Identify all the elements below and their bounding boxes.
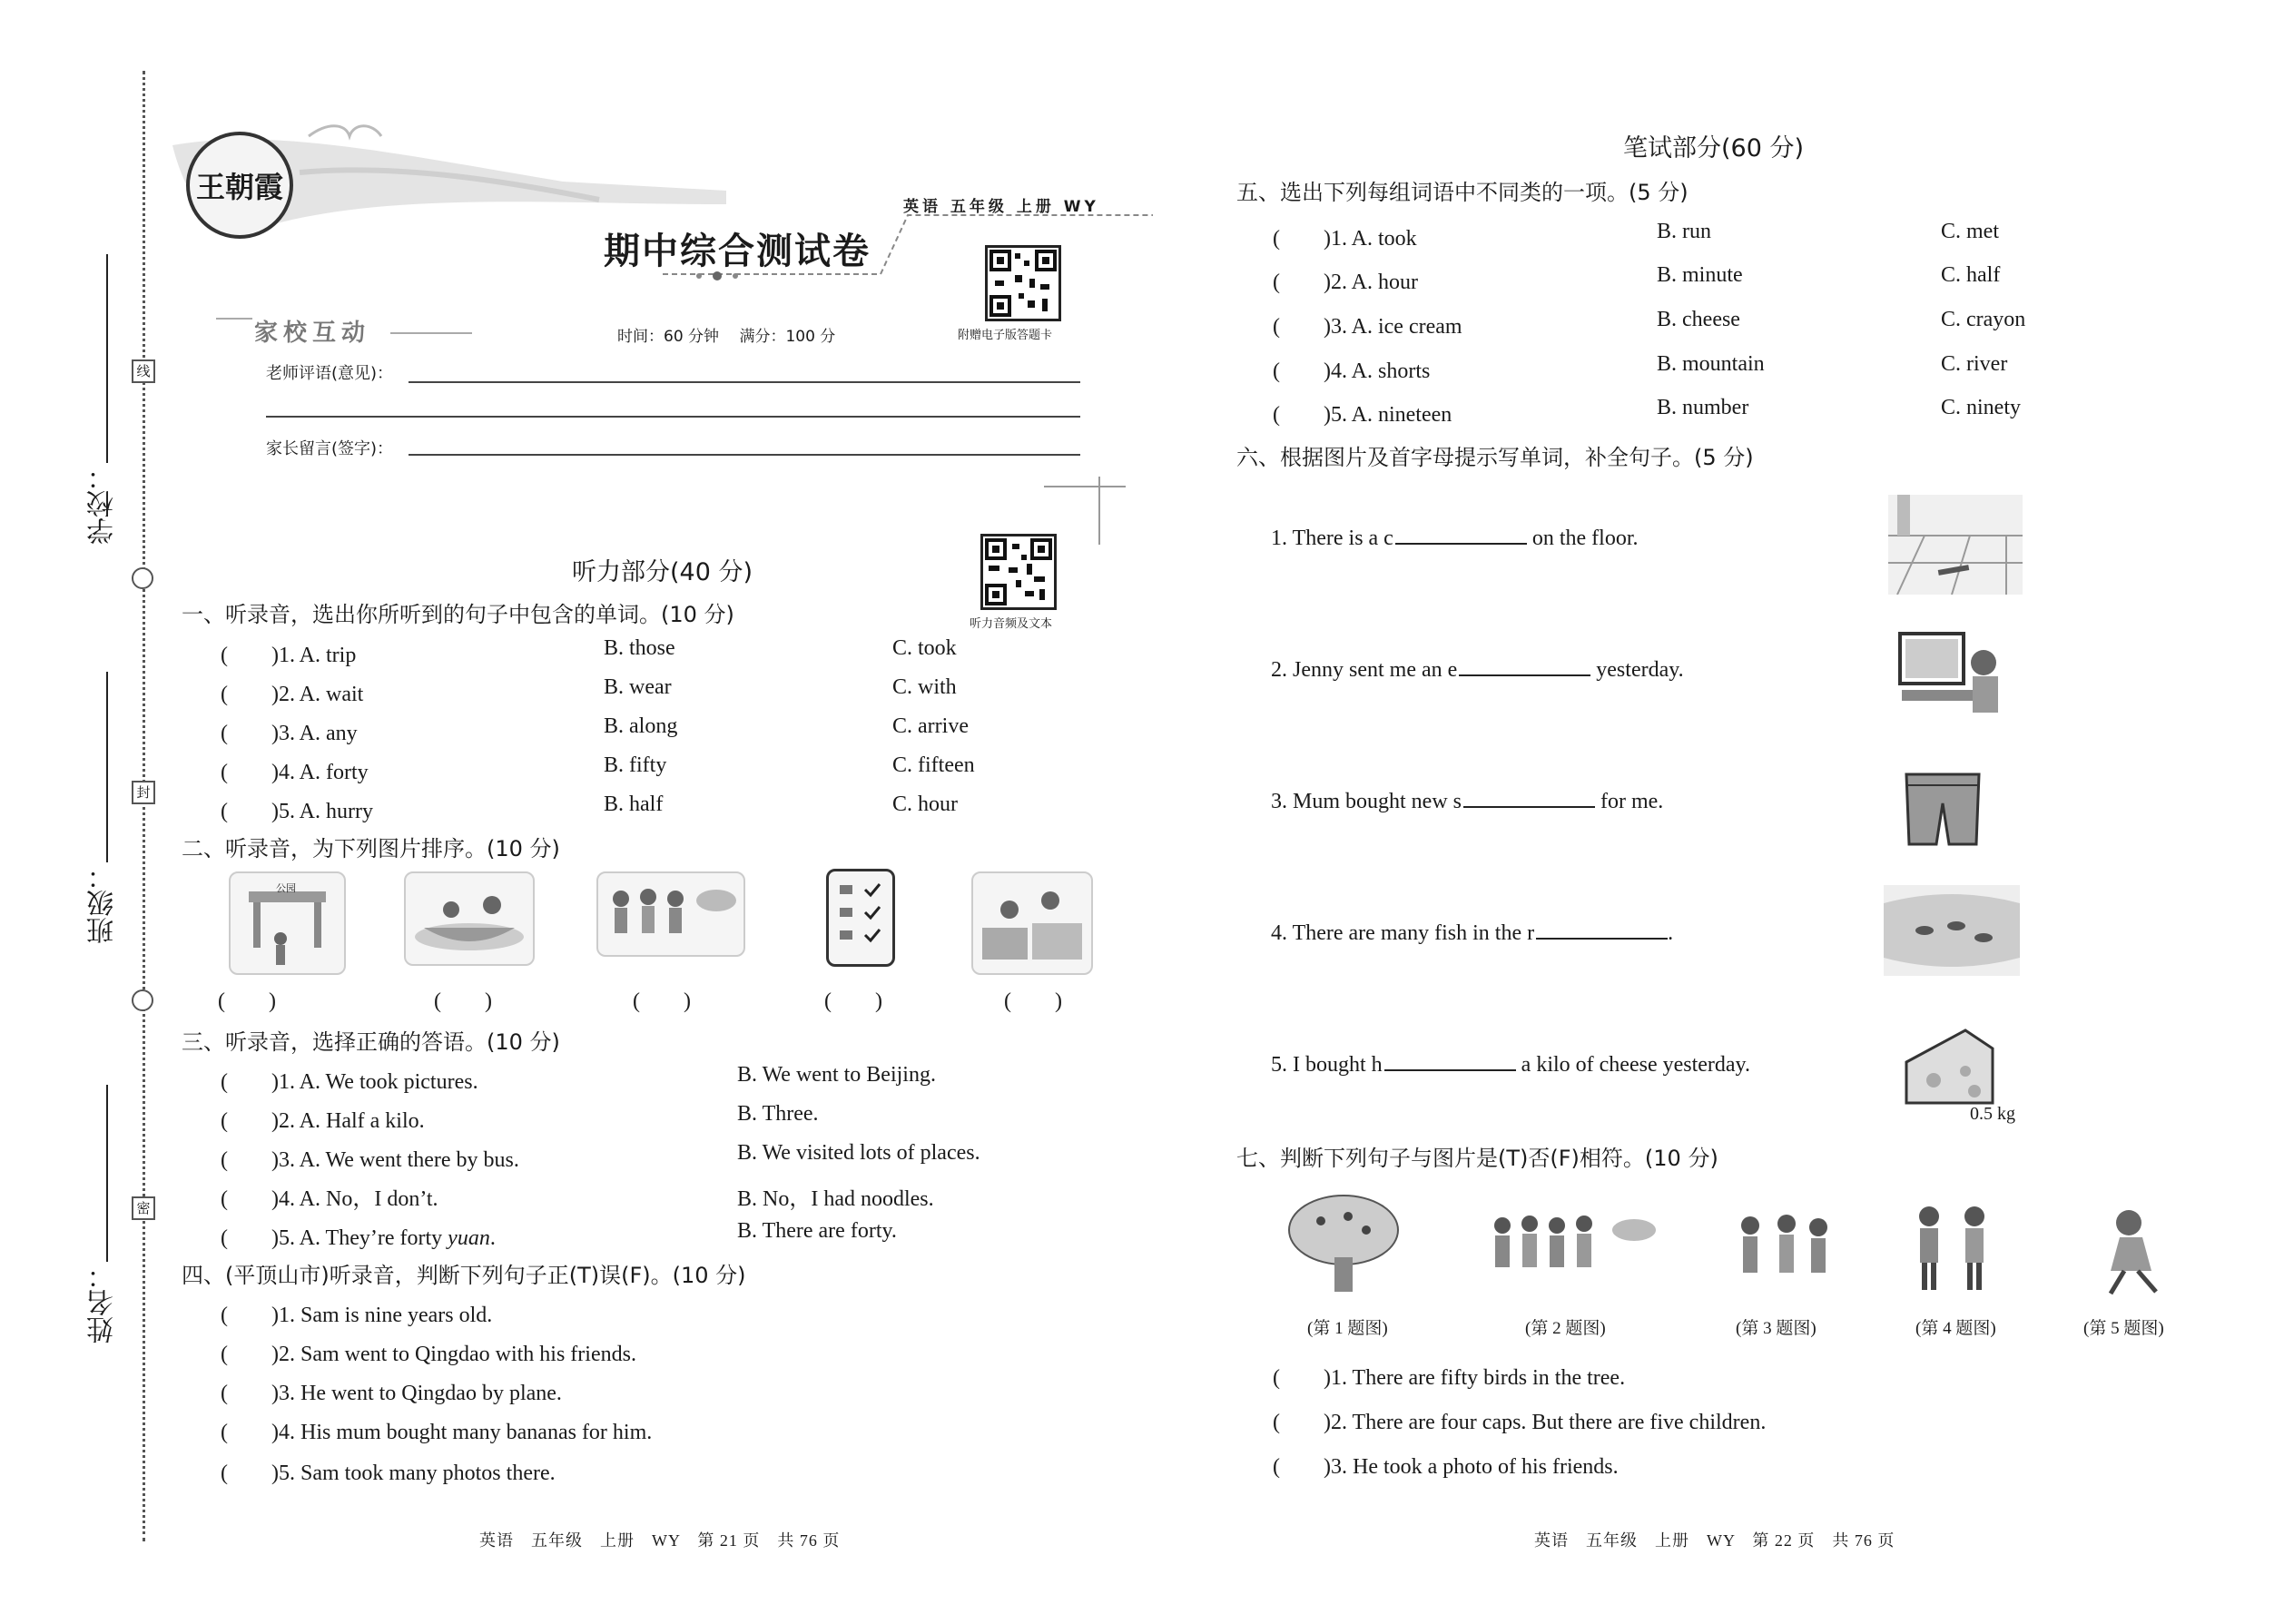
sentence-end: . xyxy=(1668,921,1674,945)
question-answer-field[interactable]: ( )5. A. nineteen xyxy=(1273,403,1452,427)
question-answer-field[interactable]: ( )1. A. trip xyxy=(221,644,357,667)
fill-blank-sentence-3 xyxy=(1271,790,1663,814)
school-blank[interactable] xyxy=(106,254,108,463)
answer-blank[interactable] xyxy=(1384,1068,1516,1071)
river-fish-picture xyxy=(1884,885,2020,976)
parent-comment-line[interactable] xyxy=(409,454,1080,456)
option-c: C. crayon xyxy=(1941,308,2026,331)
name-blank[interactable] xyxy=(106,1085,108,1262)
girl-playing-picture xyxy=(2088,1203,2174,1298)
teacher-comment-line-1[interactable] xyxy=(409,381,1080,383)
picture-classroom xyxy=(971,871,1093,975)
option-b: B. mountain xyxy=(1657,352,1765,376)
picture-order-field[interactable]: ( ) xyxy=(1004,989,1062,1013)
section-3-title: 三、听录音，选择正确的答语。(10 分) xyxy=(182,1029,560,1055)
shorts-picture xyxy=(1902,767,1984,853)
cheese-weight-label: 0.5 kg xyxy=(1970,1104,2015,1124)
option-b: B. half xyxy=(604,792,664,816)
question-answer-field[interactable]: ( )4. A. No，I don’t. xyxy=(221,1187,438,1211)
option-c: C. with xyxy=(892,675,957,699)
sentence-end: on the floor. xyxy=(1526,527,1639,550)
answer-blank[interactable] xyxy=(1463,805,1595,808)
binding-box-mi: 密 xyxy=(132,1196,155,1220)
listening-part-title: 听力部分(40 分) xyxy=(572,558,753,586)
option-b: B. fifty xyxy=(604,753,667,777)
question-answer-field[interactable]: ( )2. A. Half a kilo. xyxy=(221,1109,425,1133)
checklist-illustration xyxy=(829,871,892,964)
divider xyxy=(390,332,472,334)
picture-boating xyxy=(404,871,535,966)
sentence-start: 2. Jenny sent me an e xyxy=(1271,658,1458,682)
picture-caption-5: (第 5 题图) xyxy=(2083,1319,2164,1338)
fill-blank-sentence-1 xyxy=(1271,527,1639,551)
two-boys-picture xyxy=(1902,1196,2002,1296)
exam-title: 期中综合测试卷 xyxy=(604,231,871,271)
picture-children-group xyxy=(596,871,745,957)
question-answer-field[interactable]: ( )1. A. took xyxy=(1273,227,1417,251)
question-answer-field[interactable]: ( )3. He took a photo of his friends. xyxy=(1273,1455,1619,1479)
classroom-illustration xyxy=(973,873,1091,973)
option-c: C. river xyxy=(1941,352,2008,376)
tree-with-birds-picture xyxy=(1280,1189,1407,1294)
class-blank[interactable] xyxy=(106,672,108,862)
picture-caption-3: (第 3 题图) xyxy=(1736,1319,1816,1338)
class-label: 班级： xyxy=(87,862,119,944)
question-answer-field[interactable]: ( )3. He went to Qingdao by plane. xyxy=(221,1382,562,1405)
picture-caption-1: (第 1 题图) xyxy=(1307,1319,1388,1338)
answer-blank[interactable] xyxy=(1395,542,1527,545)
subject-strip: 英语 五年级 上册 WY xyxy=(903,198,1099,216)
question-text: ( )5. A. They’re forty xyxy=(221,1226,448,1250)
photo-of-friends-picture xyxy=(1723,1198,1846,1298)
option-b: B. minute xyxy=(1657,263,1743,287)
section-6-title: 六、根据图片及首字母提示写单词，补全句子。(5 分) xyxy=(1236,445,1754,470)
option-b: B. Three. xyxy=(737,1102,819,1126)
option-c: C. ninety xyxy=(1941,396,2021,419)
binding-dotted-line xyxy=(143,71,145,1541)
sentence-start: 4. There are many fish in the r xyxy=(1271,921,1535,945)
option-b: B. We visited lots of places. xyxy=(737,1141,980,1165)
sentence-end: for me. xyxy=(1595,790,1664,813)
footer-right: 英语 五年级 上册 WY 第 22 页 共 76 页 xyxy=(1534,1531,1895,1550)
picture-park xyxy=(229,871,346,975)
teacher-comment-line-2[interactable] xyxy=(266,416,1080,418)
option-c: C. took xyxy=(892,636,957,660)
teacher-comment-label: 老师评语(意见)： xyxy=(266,364,394,383)
sentence-end: yesterday. xyxy=(1590,658,1684,682)
fill-blank-sentence-2 xyxy=(1271,658,1684,683)
writing-part-title: 笔试部分(60 分) xyxy=(1623,134,1805,162)
children-group-illustration xyxy=(598,873,743,955)
sentence-start: 1. There is a c xyxy=(1271,527,1393,550)
picture-caption-2: (第 2 题图) xyxy=(1525,1319,1606,1338)
option-c: C. fifteen xyxy=(892,753,975,777)
picture-order-field[interactable]: ( ) xyxy=(824,989,882,1013)
question-answer-field[interactable]: ( )2. There are four caps. But there are five children. xyxy=(1273,1411,1767,1434)
name-label: 姓名： xyxy=(87,1262,119,1343)
question-answer-field[interactable]: ( )2. Sam went to Qingdao with his friends. xyxy=(221,1343,636,1366)
question-text-italic: yuan xyxy=(448,1226,490,1250)
question-answer-field[interactable]: ( )5. Sam took many photos there. xyxy=(221,1462,556,1485)
option-c: C. half xyxy=(1941,263,2001,287)
time-and-score: 时间：60 分钟 满分：100 分 xyxy=(617,328,836,346)
option-b: B. those xyxy=(604,636,675,660)
divider xyxy=(216,318,252,320)
option-b: B. along xyxy=(604,714,678,738)
picture-order-field[interactable]: ( ) xyxy=(218,989,276,1013)
fill-blank-sentence-5 xyxy=(1271,1053,1750,1078)
option-b: B. run xyxy=(1657,220,1711,243)
brand-logo-seal xyxy=(186,132,293,239)
option-b: B. There are forty. xyxy=(737,1219,897,1243)
section-4-title: 四、(平顶山市)听录音，判断下列句子正(T)误(F)。(10 分) xyxy=(182,1263,746,1288)
brand-logo-text: 王朝霞 xyxy=(195,171,283,203)
option-b: B. cheese xyxy=(1657,308,1740,331)
answer-blank[interactable] xyxy=(1459,674,1590,676)
question-answer-field[interactable]: ( )2. A. wait xyxy=(221,683,364,706)
question-answer-field[interactable]: ( )1. There are fifty birds in the tree. xyxy=(1273,1366,1626,1390)
park-sign: 公园 xyxy=(276,882,296,894)
section-5-title: 五、选出下列每组词语中不同类的一项。(5 分) xyxy=(1236,180,1689,205)
picture-order-field[interactable]: ( ) xyxy=(434,989,492,1013)
fill-blank-sentence-4 xyxy=(1271,921,1673,946)
option-b: B. wear xyxy=(604,675,672,699)
crayon-on-floor-picture xyxy=(1888,495,2023,595)
question-answer-field[interactable]: ( )1. Sam is nine years old. xyxy=(221,1304,493,1327)
qr-code-icon xyxy=(988,248,1058,319)
children-with-caps-picture xyxy=(1484,1203,1661,1289)
binding-box-feng: 封 xyxy=(132,781,155,804)
section-1-title: 一、听录音，选出你所听到的句子中包含的单词。(10 分) xyxy=(182,602,734,627)
question-answer-field[interactable]: ( )4. A. forty xyxy=(221,761,369,784)
sentence-start: 5. I bought h xyxy=(1271,1053,1383,1077)
listening-audio-qr-code[interactable] xyxy=(980,534,1057,610)
question-answer-field[interactable]: ( )3. A. ice cream xyxy=(1273,315,1462,339)
answer-blank[interactable] xyxy=(1536,937,1668,940)
answer-sheet-qr-caption: 附赠电子版答题卡 xyxy=(958,329,1053,342)
question-text: . xyxy=(489,1226,496,1250)
binding-circle xyxy=(132,567,153,589)
home-school-heading: 家校互动 xyxy=(254,320,371,347)
picture-order-field[interactable]: ( ) xyxy=(633,989,691,1013)
option-b: B. number xyxy=(1657,396,1749,419)
question-answer-field[interactable]: ( )3. A. any xyxy=(221,722,358,745)
option-b: B. No，I had noodles. xyxy=(737,1187,934,1211)
school-label: 学校： xyxy=(87,463,119,545)
binding-box-xian: 线 xyxy=(132,359,155,383)
question-answer-field[interactable]: ( )2. A. hour xyxy=(1273,271,1418,294)
option-c: C. hour xyxy=(892,792,958,816)
binding-circle xyxy=(132,989,153,1011)
question-answer-field[interactable]: ( )4. His mum bought many bananas for him. xyxy=(221,1421,653,1444)
option-b: B. We went to Beijing. xyxy=(737,1063,936,1087)
qr-code-icon xyxy=(983,536,1054,607)
answer-sheet-qr-code[interactable] xyxy=(985,245,1061,321)
parent-comment-label: 家长留言(签字)： xyxy=(266,439,394,458)
boating-illustration xyxy=(406,873,533,964)
question-answer-field[interactable]: ( )3. A. We went there by bus. xyxy=(221,1148,519,1172)
email-computer-picture xyxy=(1893,626,2009,726)
section-7-title: 七、判断下列句子与图片是(T)否(F)相符。(10 分) xyxy=(1236,1146,1718,1171)
divider xyxy=(1044,486,1126,487)
cheese-picture xyxy=(1902,1026,1997,1109)
picture-checklist xyxy=(826,869,895,967)
listening-qr-caption: 听力音频及文本 xyxy=(970,617,1053,631)
sentence-end: a kilo of cheese yesterday. xyxy=(1515,1053,1750,1077)
question-answer-field[interactable]: ( )1. A. We took pictures. xyxy=(221,1070,478,1094)
question-answer-field[interactable]: ( )5. A. hurry xyxy=(221,800,373,823)
question-answer-field[interactable] xyxy=(221,1219,496,1251)
option-c: C. arrive xyxy=(892,714,969,738)
section-2-title: 二、听录音，为下列图片排序。(10 分) xyxy=(182,836,560,861)
question-answer-field[interactable]: ( )4. A. shorts xyxy=(1273,359,1431,383)
footer-left: 英语 五年级 上册 WY 第 21 页 共 76 页 xyxy=(479,1531,841,1550)
option-c: C. met xyxy=(1941,220,1999,243)
sentence-start: 3. Mum bought new s xyxy=(1271,790,1462,813)
picture-caption-4: (第 4 题图) xyxy=(1915,1319,1996,1338)
